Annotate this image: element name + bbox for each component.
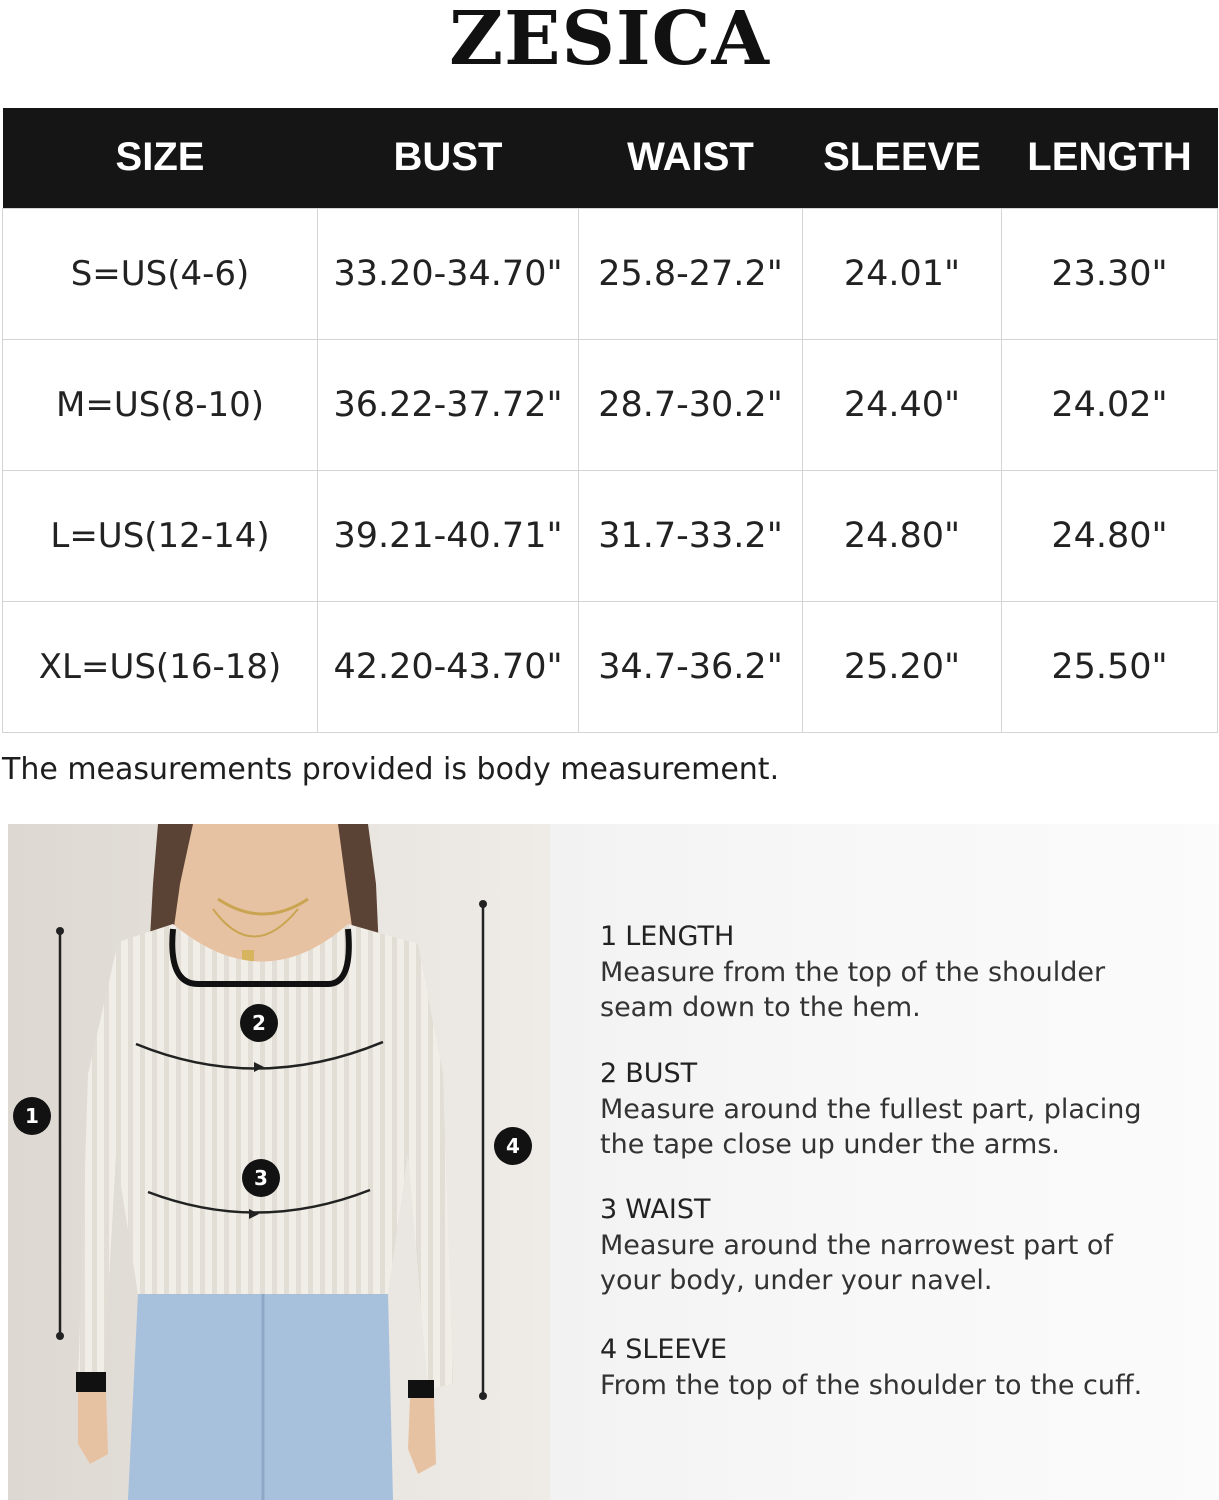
length-cell: 24.02" — [1002, 339, 1218, 470]
waist-cell: 31.7-33.2" — [579, 470, 803, 601]
guide-item-bust — [600, 1056, 1200, 1162]
model-photo — [8, 824, 550, 1500]
length-cell: 25.50" — [1002, 601, 1218, 732]
measurement-guide — [550, 824, 1219, 1500]
guide-description: Measure from the top of the shoulder — [600, 957, 1106, 988]
table-row — [3, 339, 1218, 470]
header-bust: BUST — [318, 108, 579, 208]
bust-cell: 42.20-43.70" — [318, 601, 579, 732]
header-waist: WAIST — [579, 108, 803, 208]
size-cell: XL=US(16-18) — [3, 601, 318, 732]
marker-sleeve: 4 — [494, 1127, 532, 1165]
guide-item-sleeve — [600, 1332, 1200, 1403]
brand-logo: ZESICA — [449, 0, 770, 82]
header-length: LENGTH — [1002, 108, 1218, 208]
table-row — [3, 470, 1218, 601]
guide-description: From the top of the shoulder to the cuff. — [600, 1370, 1143, 1401]
bust-cell: 39.21-40.71" — [318, 470, 579, 601]
guide-number: 2 — [600, 1058, 618, 1089]
guide-title: BUST — [625, 1058, 698, 1089]
header-sleeve: SLEEVE — [803, 108, 1002, 208]
size-cell: M=US(8-10) — [3, 339, 318, 470]
bust-cell: 33.20-34.70" — [318, 208, 579, 339]
guide-number: 1 — [600, 921, 618, 952]
model-illustration — [8, 824, 550, 1500]
guide-description: the tape close up under the arms. — [600, 1129, 1060, 1160]
waist-cell: 28.7-30.2" — [579, 339, 803, 470]
header-size: SIZE — [3, 108, 318, 208]
waist-cell: 34.7-36.2" — [579, 601, 803, 732]
table-row — [3, 601, 1218, 732]
guide-item-length — [600, 919, 1200, 1025]
length-cell: 23.30" — [1002, 208, 1218, 339]
guide-title: WAIST — [625, 1194, 711, 1225]
table-row — [3, 208, 1218, 339]
sleeve-cell: 24.80" — [803, 470, 1002, 601]
guide-title: LENGTH — [625, 921, 735, 952]
size-cell: L=US(12-14) — [3, 470, 318, 601]
measurement-note: The measurements provided is body measurement. — [2, 752, 780, 787]
table-header-row — [3, 108, 1218, 208]
guide-title: SLEEVE — [625, 1334, 728, 1365]
sleeve-cell: 24.01" — [803, 208, 1002, 339]
length-cell: 24.80" — [1002, 470, 1218, 601]
size-chart-table — [2, 108, 1218, 733]
guide-number: 4 — [600, 1334, 618, 1365]
guide-description: Measure around the fullest part, placing — [600, 1094, 1142, 1125]
marker-bust: 2 — [240, 1004, 278, 1042]
guide-description: your body, under your navel. — [600, 1265, 993, 1296]
waist-cell: 25.8-27.2" — [579, 208, 803, 339]
sleeve-cell: 25.20" — [803, 601, 1002, 732]
guide-number: 3 — [600, 1194, 618, 1225]
guide-description: Measure around the narrowest part of — [600, 1230, 1113, 1261]
marker-waist: 3 — [242, 1159, 280, 1197]
bust-cell: 36.22-37.72" — [318, 339, 579, 470]
guide-description: seam down to the hem. — [600, 992, 921, 1023]
guide-item-waist — [600, 1192, 1200, 1298]
size-cell: S=US(4-6) — [3, 208, 318, 339]
marker-length: 1 — [13, 1097, 51, 1135]
sleeve-cell: 24.40" — [803, 339, 1002, 470]
